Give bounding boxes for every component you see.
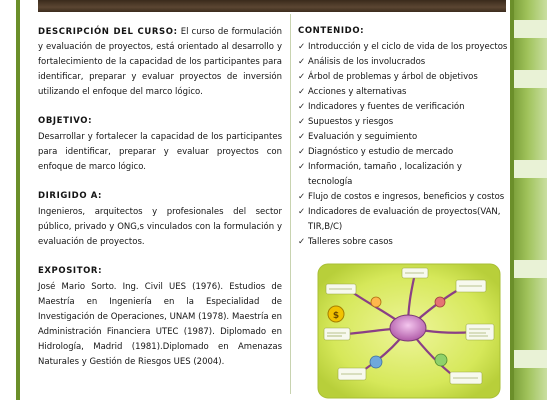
objective-text: Desarrollar y fortalecer la capacidad de los participantes para identificar, preparar y evaluar proyectos con enfoque de marco lógico. [38,132,282,172]
top-banner-image [38,0,506,12]
right-column [298,24,508,250]
list-item: ✓ Indicadores de evaluación de proyectos(VAN, TIR,B/C) [298,207,501,232]
checkmark-icon: ✓ [298,237,306,247]
list-item: ✓ Diagnóstico y estudio de mercado [298,145,508,160]
checkmark-icon: ✓ [298,57,306,67]
audience-text: Ingenieros, arquitectos y profesionales del sector público, privado y ONG,s vinculados con la formulación y evaluación de proyectos. [38,207,282,247]
list-item: ✓ Análisis de los involucrados [298,55,508,70]
list-item: ✓ Indicadores y fuentes de verificación [298,100,508,115]
content-heading: CONTENIDO: [298,26,365,36]
content-list [298,40,508,250]
checkmark-icon: ✓ [298,102,306,112]
list-item: ✓ Supuestos y riesgos [298,115,508,130]
objective-heading: OBJETIVO: [38,116,93,126]
checkmark-icon: ✓ [298,117,306,127]
description-text: El curso de formulación y evaluación de proyectos, está orientado al desarrollo y fortalecimiento de la capacidad de los participantes para identificar, preparar y evaluar proyectos de inversión utilizando el enfoque del marco lógico. [38,27,283,97]
list-item: ✓ Introducción y el ciclo de vida de los proyectos [298,40,508,55]
checkmark-icon: ✓ [298,72,306,82]
decorative-side-strip [514,0,547,400]
checkmark-icon: ✓ [298,162,306,172]
mindmap-illustration [316,262,502,400]
checkmark-icon: ✓ [298,147,306,157]
description-heading: DESCRIPCIÓN DEL CURSO: [38,27,178,37]
audience-section [38,189,282,250]
checkmark-icon: ✓ [298,42,306,52]
list-item: ✓ Flujo de costos e ingresos, beneficios y costos [298,190,508,205]
list-item: ✓ Talleres sobre casos [298,235,508,250]
description-section [38,25,282,100]
checkmark-icon: ✓ [298,87,306,97]
speaker-text: José Mario Sorto. Ing. Civil UES (1976). Estudios de Maestría en Ingeniería en la Especialidad de Investigación de Operaciones, UNAM (1978). Maestría en Administración Financiera UTEC (1987). Diplomado en Hidrología, Madrid (1981).Diplomado en Amenazas Naturales y Gestión de Riesgos UES (2004). [38,282,282,367]
list-item: ✓ Acciones y alternativas [298,85,508,100]
checkmark-icon: ✓ [298,207,306,217]
objective-section [38,114,282,175]
audience-heading: DIRIGIDO A: [38,191,103,201]
list-item: ✓ Información, tamaño , localización y tecnología [298,162,462,187]
left-column [38,24,282,384]
list-item: ✓ Evaluación y seguimiento [298,130,508,145]
column-divider [290,14,291,394]
speaker-section [38,264,282,370]
checkmark-icon: ✓ [298,192,306,202]
list-item: ✓ Árbol de problemas y árbol de objetivos [298,70,508,85]
checkmark-icon: ✓ [298,132,306,142]
speaker-heading: EXPOSITOR: [38,266,103,276]
svg-text:$: $ [332,311,340,321]
